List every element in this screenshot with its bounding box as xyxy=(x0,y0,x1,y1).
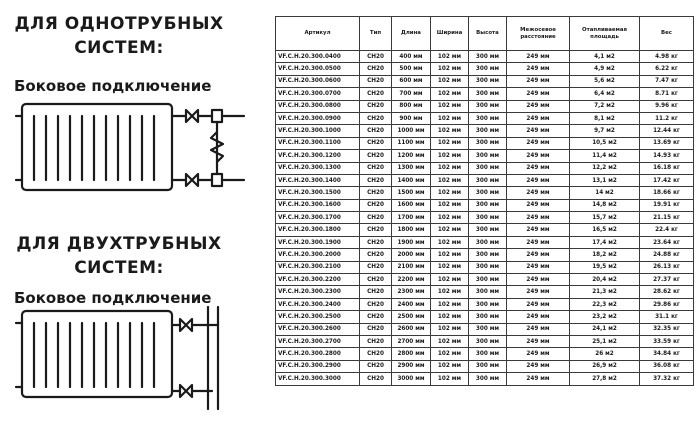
table-row xyxy=(276,335,694,347)
table-row xyxy=(276,162,694,174)
cell-heated-area: 18,2 м2 xyxy=(570,249,640,261)
cell-center-distance: 249 мм xyxy=(507,125,570,137)
cell-height: 300 мм xyxy=(469,298,507,310)
cell-center-distance: 249 мм xyxy=(507,261,570,273)
table-row xyxy=(276,63,694,75)
cell-width: 102 мм xyxy=(431,212,469,224)
cell-length: 2700 мм xyxy=(392,335,431,347)
cell-length: 1900 мм xyxy=(392,236,431,248)
cell-article: VF.C.H.20.300.3000 xyxy=(276,373,360,385)
cell-heated-area: 25,1 м2 xyxy=(570,335,640,347)
cell-article: VF.C.H.20.300.2000 xyxy=(276,249,360,261)
cell-height: 300 мм xyxy=(469,162,507,174)
table-row xyxy=(276,323,694,335)
cell-center-distance: 249 мм xyxy=(507,298,570,310)
cell-center-distance: 249 мм xyxy=(507,311,570,323)
cell-center-distance: 249 мм xyxy=(507,323,570,335)
cell-height: 300 мм xyxy=(469,125,507,137)
cell-weight: 22.4 кг xyxy=(640,224,694,236)
cell-heated-area: 6,4 м2 xyxy=(570,88,640,100)
cell-article: VF.C.H.20.300.2900 xyxy=(276,360,360,372)
cell-height: 300 мм xyxy=(469,100,507,112)
cell-article: VF.C.H.20.300.0900 xyxy=(276,112,360,124)
cell-length: 2200 мм xyxy=(392,274,431,286)
cell-width: 102 мм xyxy=(431,348,469,360)
cell-heated-area: 21,3 м2 xyxy=(570,286,640,298)
cell-heated-area: 16,5 м2 xyxy=(570,224,640,236)
cell-height: 300 мм xyxy=(469,75,507,87)
cell-weight: 17.42 кг xyxy=(640,174,694,186)
cell-heated-area: 27,8 м2 xyxy=(570,373,640,385)
single-pipe-heading: ДЛЯ ОДНОТРУБНЫХ СИСТЕМ: xyxy=(14,14,224,58)
cell-height: 300 мм xyxy=(469,261,507,273)
cell-type: CH20 xyxy=(360,125,392,137)
cell-width: 102 мм xyxy=(431,125,469,137)
table-row xyxy=(276,75,694,87)
cell-article: VF.C.H.20.300.1900 xyxy=(276,236,360,248)
cell-heated-area: 19,5 м2 xyxy=(570,261,640,273)
cell-heated-area: 7,2 м2 xyxy=(570,100,640,112)
cell-width: 102 мм xyxy=(431,236,469,248)
cell-weight: 29.86 кг xyxy=(640,298,694,310)
cell-length: 900 мм xyxy=(392,112,431,124)
table-row xyxy=(276,224,694,236)
cell-length: 1100 мм xyxy=(392,137,431,149)
cell-heated-area: 4,9 м2 xyxy=(570,63,640,75)
cell-length: 2100 мм xyxy=(392,261,431,273)
cell-center-distance: 249 мм xyxy=(507,286,570,298)
cell-article: VF.C.H.20.300.1300 xyxy=(276,162,360,174)
cell-length: 1800 мм xyxy=(392,224,431,236)
cell-width: 102 мм xyxy=(431,373,469,385)
cell-weight: 26.13 кг xyxy=(640,261,694,273)
cell-heated-area: 14 м2 xyxy=(570,187,640,199)
cell-height: 300 мм xyxy=(469,150,507,162)
cell-height: 300 мм xyxy=(469,348,507,360)
cell-type: CH20 xyxy=(360,112,392,124)
cell-weight: 37.32 кг xyxy=(640,373,694,385)
cell-length: 2500 мм xyxy=(392,311,431,323)
cell-length: 700 мм xyxy=(392,88,431,100)
table-row xyxy=(276,150,694,162)
cell-type: CH20 xyxy=(360,100,392,112)
cell-article: VF.C.H.20.300.1400 xyxy=(276,174,360,186)
cell-length: 1300 мм xyxy=(392,162,431,174)
cell-weight: 21.15 кг xyxy=(640,212,694,224)
table-row xyxy=(276,212,694,224)
cell-length: 600 мм xyxy=(392,75,431,87)
cell-width: 102 мм xyxy=(431,224,469,236)
cell-height: 300 мм xyxy=(469,311,507,323)
cell-weight: 4.98 кг xyxy=(640,51,694,63)
cell-weight: 12.44 кг xyxy=(640,125,694,137)
cell-center-distance: 249 мм xyxy=(507,212,570,224)
cell-height: 300 мм xyxy=(469,63,507,75)
cell-center-distance: 249 мм xyxy=(507,112,570,124)
cell-type: CH20 xyxy=(360,51,392,63)
cell-weight: 13.69 кг xyxy=(640,137,694,149)
cell-length: 1200 мм xyxy=(392,150,431,162)
cell-article: VF.C.H.20.300.1800 xyxy=(276,224,360,236)
cell-width: 102 мм xyxy=(431,162,469,174)
cell-type: CH20 xyxy=(360,323,392,335)
cell-heated-area: 20,4 м2 xyxy=(570,274,640,286)
cell-weight: 14.93 кг xyxy=(640,150,694,162)
cell-center-distance: 249 мм xyxy=(507,150,570,162)
cell-heated-area: 17,4 м2 xyxy=(570,236,640,248)
cell-article: VF.C.H.20.300.1500 xyxy=(276,187,360,199)
table-row xyxy=(276,249,694,261)
header-height: Высота xyxy=(469,17,507,51)
table-row xyxy=(276,261,694,273)
cell-height: 300 мм xyxy=(469,174,507,186)
cell-weight: 8.71 кг xyxy=(640,88,694,100)
cell-width: 102 мм xyxy=(431,150,469,162)
cell-type: CH20 xyxy=(360,261,392,273)
cell-height: 300 мм xyxy=(469,88,507,100)
cell-height: 300 мм xyxy=(469,112,507,124)
double-pipe-radiator-diagram xyxy=(12,305,252,410)
double-pipe-heading: ДЛЯ ДВУХТРУБНЫХ СИСТЕМ: xyxy=(16,234,222,278)
cell-article: VF.C.H.20.300.0700 xyxy=(276,88,360,100)
cell-heated-area: 23,2 м2 xyxy=(570,311,640,323)
cell-heated-area: 26 м2 xyxy=(570,348,640,360)
cell-type: CH20 xyxy=(360,137,392,149)
cell-height: 300 мм xyxy=(469,51,507,63)
cell-article: VF.C.H.20.300.0500 xyxy=(276,63,360,75)
cell-weight: 32.35 кг xyxy=(640,323,694,335)
cell-type: CH20 xyxy=(360,298,392,310)
cell-center-distance: 249 мм xyxy=(507,51,570,63)
cell-heated-area: 24,1 м2 xyxy=(570,323,640,335)
cell-weight: 33.59 кг xyxy=(640,335,694,347)
table-row xyxy=(276,286,694,298)
cell-type: CH20 xyxy=(360,187,392,199)
cell-type: CH20 xyxy=(360,88,392,100)
header-weight: Вес xyxy=(640,17,694,51)
cell-center-distance: 249 мм xyxy=(507,100,570,112)
table-body xyxy=(276,51,694,386)
cell-article: VF.C.H.20.300.0400 xyxy=(276,51,360,63)
cell-height: 300 мм xyxy=(469,249,507,261)
cell-length: 1400 мм xyxy=(392,174,431,186)
cell-article: VF.C.H.20.300.2700 xyxy=(276,335,360,347)
cell-center-distance: 249 мм xyxy=(507,137,570,149)
cell-width: 102 мм xyxy=(431,335,469,347)
table-row xyxy=(276,373,694,385)
cell-type: CH20 xyxy=(360,174,392,186)
cell-length: 2800 мм xyxy=(392,348,431,360)
connection-diagrams-panel xyxy=(0,0,270,421)
single-pipe-subheading: Боковое подключение xyxy=(14,77,212,95)
cell-article: VF.C.H.20.300.1000 xyxy=(276,125,360,137)
table-row xyxy=(276,112,694,124)
cell-height: 300 мм xyxy=(469,323,507,335)
cell-length: 400 мм xyxy=(392,51,431,63)
table-row xyxy=(276,199,694,211)
cell-center-distance: 249 мм xyxy=(507,335,570,347)
cell-width: 102 мм xyxy=(431,75,469,87)
cell-length: 3000 мм xyxy=(392,373,431,385)
cell-heated-area: 9,7 м2 xyxy=(570,125,640,137)
cell-heated-area: 4,1 м2 xyxy=(570,51,640,63)
cell-type: CH20 xyxy=(360,360,392,372)
cell-type: CH20 xyxy=(360,286,392,298)
cell-article: VF.C.H.20.300.1100 xyxy=(276,137,360,149)
cell-weight: 24.88 кг xyxy=(640,249,694,261)
table-row xyxy=(276,137,694,149)
table-row xyxy=(276,88,694,100)
cell-type: CH20 xyxy=(360,150,392,162)
cell-length: 800 мм xyxy=(392,100,431,112)
cell-heated-area: 10,5 м2 xyxy=(570,137,640,149)
cell-heated-area: 13,1 м2 xyxy=(570,174,640,186)
cell-height: 300 мм xyxy=(469,224,507,236)
cell-length: 1000 мм xyxy=(392,125,431,137)
cell-height: 300 мм xyxy=(469,373,507,385)
cell-width: 102 мм xyxy=(431,63,469,75)
cell-center-distance: 249 мм xyxy=(507,249,570,261)
cell-width: 102 мм xyxy=(431,100,469,112)
cell-center-distance: 249 мм xyxy=(507,199,570,211)
table-row xyxy=(276,274,694,286)
cell-article: VF.C.H.20.300.1200 xyxy=(276,150,360,162)
cell-center-distance: 249 мм xyxy=(507,88,570,100)
cell-article: VF.C.H.20.300.0600 xyxy=(276,75,360,87)
cell-type: CH20 xyxy=(360,162,392,174)
cell-weight: 11.2 кг xyxy=(640,112,694,124)
cell-weight: 28.62 кг xyxy=(640,286,694,298)
cell-article: VF.C.H.20.300.1600 xyxy=(276,199,360,211)
table-row xyxy=(276,298,694,310)
cell-width: 102 мм xyxy=(431,174,469,186)
cell-heated-area: 5,6 м2 xyxy=(570,75,640,87)
cell-type: CH20 xyxy=(360,75,392,87)
cell-width: 102 мм xyxy=(431,261,469,273)
cell-heated-area: 22,3 м2 xyxy=(570,298,640,310)
cell-heated-area: 14,8 м2 xyxy=(570,199,640,211)
cell-type: CH20 xyxy=(360,348,392,360)
cell-article: VF.C.H.20.300.2400 xyxy=(276,298,360,310)
radiator-specs-table xyxy=(275,16,694,386)
cell-width: 102 мм xyxy=(431,137,469,149)
cell-weight: 16.18 кг xyxy=(640,162,694,174)
cell-length: 2000 мм xyxy=(392,249,431,261)
cell-center-distance: 249 мм xyxy=(507,187,570,199)
cell-type: CH20 xyxy=(360,373,392,385)
cell-type: CH20 xyxy=(360,236,392,248)
cell-heated-area: 8,1 м2 xyxy=(570,112,640,124)
cell-width: 102 мм xyxy=(431,311,469,323)
cell-type: CH20 xyxy=(360,274,392,286)
cell-weight: 34.84 кг xyxy=(640,348,694,360)
cell-height: 300 мм xyxy=(469,187,507,199)
cell-center-distance: 249 мм xyxy=(507,63,570,75)
cell-weight: 19.91 кг xyxy=(640,199,694,211)
cell-article: VF.C.H.20.300.2800 xyxy=(276,348,360,360)
cell-width: 102 мм xyxy=(431,88,469,100)
cell-article: VF.C.H.20.300.0800 xyxy=(276,100,360,112)
table-row xyxy=(276,174,694,186)
cell-weight: 31.1 кг xyxy=(640,311,694,323)
cell-height: 300 мм xyxy=(469,137,507,149)
table-row xyxy=(276,51,694,63)
table-row xyxy=(276,360,694,372)
cell-heated-area: 12,2 м2 xyxy=(570,162,640,174)
cell-width: 102 мм xyxy=(431,274,469,286)
cell-type: CH20 xyxy=(360,224,392,236)
cell-type: CH20 xyxy=(360,212,392,224)
cell-article: VF.C.H.20.300.2200 xyxy=(276,274,360,286)
cell-weight: 9.96 кг xyxy=(640,100,694,112)
cell-heated-area: 15,7 м2 xyxy=(570,212,640,224)
cell-center-distance: 249 мм xyxy=(507,174,570,186)
cell-article: VF.C.H.20.300.2300 xyxy=(276,286,360,298)
table-row xyxy=(276,348,694,360)
cell-height: 300 мм xyxy=(469,286,507,298)
cell-width: 102 мм xyxy=(431,187,469,199)
cell-type: CH20 xyxy=(360,311,392,323)
cell-article: VF.C.H.20.300.2100 xyxy=(276,261,360,273)
cell-type: CH20 xyxy=(360,249,392,261)
cell-weight: 23.64 кг xyxy=(640,236,694,248)
cell-weight: 18.66 кг xyxy=(640,187,694,199)
cell-article: VF.C.H.20.300.2600 xyxy=(276,323,360,335)
cell-width: 102 мм xyxy=(431,286,469,298)
table-row xyxy=(276,187,694,199)
cell-length: 1500 мм xyxy=(392,187,431,199)
cell-length: 2400 мм xyxy=(392,298,431,310)
table-row xyxy=(276,125,694,137)
cell-type: CH20 xyxy=(360,63,392,75)
header-width: Ширина xyxy=(431,17,469,51)
cell-height: 300 мм xyxy=(469,360,507,372)
cell-center-distance: 249 мм xyxy=(507,360,570,372)
cell-width: 102 мм xyxy=(431,51,469,63)
cell-width: 102 мм xyxy=(431,249,469,261)
table-row xyxy=(276,100,694,112)
header-center-distance: Межосевое расстояние xyxy=(507,17,570,51)
header-length: Длина xyxy=(392,17,431,51)
cell-center-distance: 249 мм xyxy=(507,348,570,360)
cell-length: 2300 мм xyxy=(392,286,431,298)
cell-heated-area: 11,4 м2 xyxy=(570,150,640,162)
cell-height: 300 мм xyxy=(469,212,507,224)
cell-article: VF.C.H.20.300.1700 xyxy=(276,212,360,224)
header-article: Артикул xyxy=(276,17,360,51)
cell-center-distance: 249 мм xyxy=(507,162,570,174)
header-type: Тип xyxy=(360,17,392,51)
cell-length: 500 мм xyxy=(392,63,431,75)
cell-weight: 36.08 кг xyxy=(640,360,694,372)
cell-center-distance: 249 мм xyxy=(507,274,570,286)
header-heated-area: Отапливаемая площадь xyxy=(570,17,640,51)
cell-center-distance: 249 мм xyxy=(507,224,570,236)
table-row xyxy=(276,311,694,323)
single-pipe-radiator-diagram xyxy=(12,98,252,198)
cell-length: 1600 мм xyxy=(392,199,431,211)
cell-weight: 27.37 кг xyxy=(640,274,694,286)
cell-article: VF.C.H.20.300.2500 xyxy=(276,311,360,323)
cell-height: 300 мм xyxy=(469,236,507,248)
cell-type: CH20 xyxy=(360,335,392,347)
cell-type: CH20 xyxy=(360,199,392,211)
cell-width: 102 мм xyxy=(431,323,469,335)
cell-length: 2900 мм xyxy=(392,360,431,372)
cell-length: 1700 мм xyxy=(392,212,431,224)
cell-center-distance: 249 мм xyxy=(507,75,570,87)
cell-center-distance: 249 мм xyxy=(507,236,570,248)
cell-height: 300 мм xyxy=(469,335,507,347)
cell-width: 102 мм xyxy=(431,112,469,124)
cell-width: 102 мм xyxy=(431,199,469,211)
cell-length: 2600 мм xyxy=(392,323,431,335)
double-pipe-subheading: Боковое подключение xyxy=(14,289,212,307)
cell-weight: 6.22 кг xyxy=(640,63,694,75)
cell-height: 300 мм xyxy=(469,274,507,286)
table-header-row xyxy=(276,17,694,51)
cell-weight: 7.47 кг xyxy=(640,75,694,87)
cell-width: 102 мм xyxy=(431,360,469,372)
cell-height: 300 мм xyxy=(469,199,507,211)
cell-center-distance: 249 мм xyxy=(507,373,570,385)
cell-width: 102 мм xyxy=(431,298,469,310)
cell-heated-area: 26,9 м2 xyxy=(570,360,640,372)
table-row xyxy=(276,236,694,248)
